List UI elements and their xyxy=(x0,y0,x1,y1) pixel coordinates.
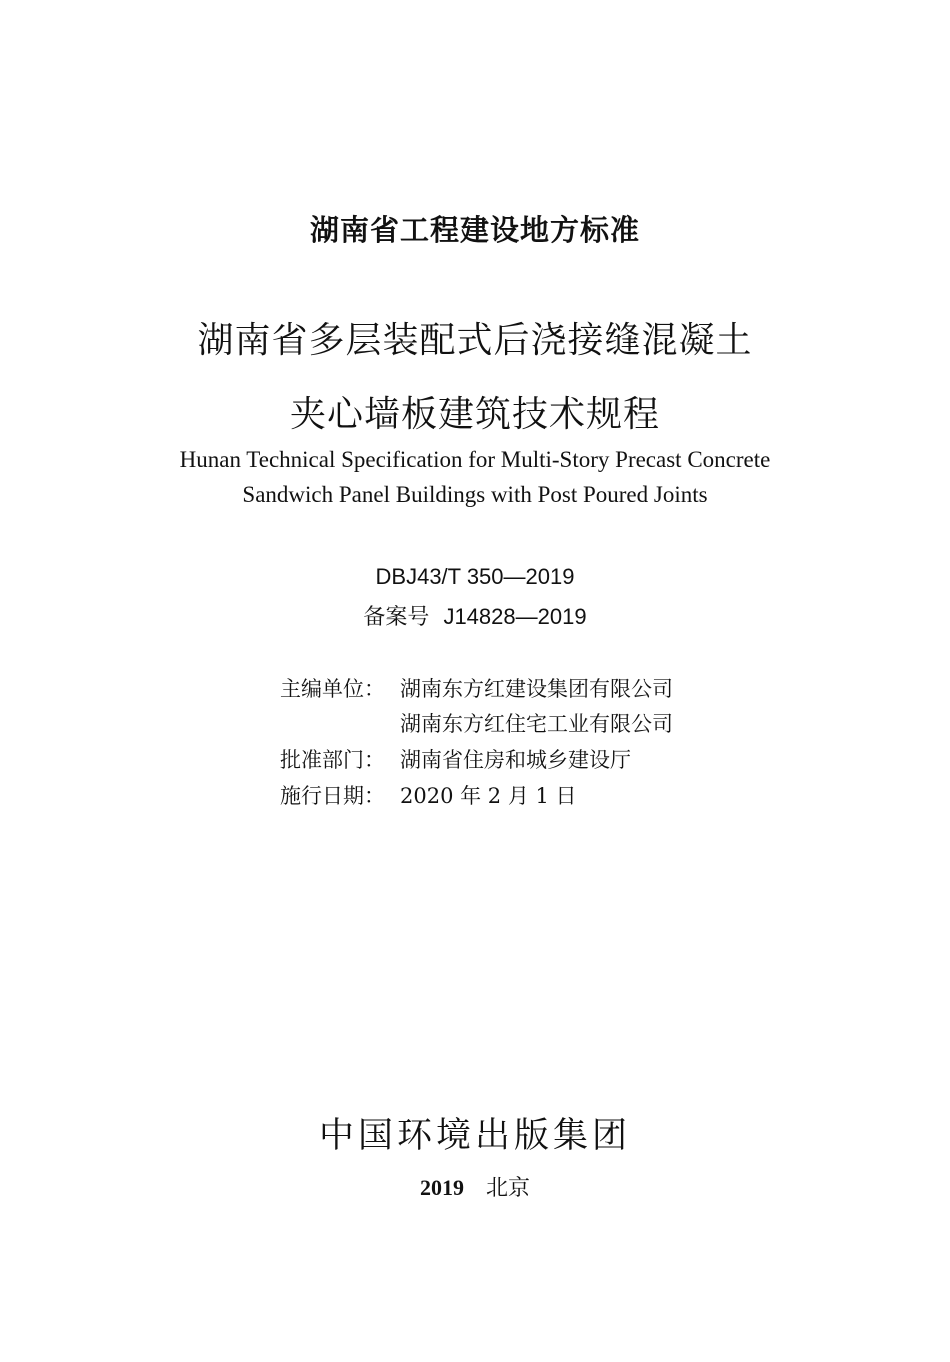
effective-date-row xyxy=(280,780,577,810)
main-title-line-2: 夹心墙板建筑技术规程 xyxy=(289,394,660,435)
english-title-line-2: Sandwich Panel Buildings with Post Poured Joints xyxy=(242,482,708,507)
editor-row-2 xyxy=(280,708,673,738)
main-title-line-1: 湖南省多层装配式后浇接缝混凝土 xyxy=(197,320,753,361)
editor-label: 主编单位： xyxy=(280,677,385,701)
approver-label: 批准部门： xyxy=(280,748,385,772)
publication-year: 2019 xyxy=(419,1175,464,1200)
publication-city: 北京 xyxy=(485,1176,530,1201)
record-label: 备案号 xyxy=(363,605,430,630)
editor-row-1 xyxy=(280,673,673,703)
record-number-line xyxy=(0,600,950,631)
publisher-name: 中国环境出版集团 xyxy=(318,1116,631,1156)
editor-value-1: 湖南东方红建设集团有限公司 xyxy=(400,677,673,701)
series-title: 湖南省工程建设地方标准 xyxy=(309,213,640,247)
standard-code: DBJ43/T 350—2019 xyxy=(375,564,575,589)
approver-value: 湖南省住房和城乡建设厅 xyxy=(400,748,631,772)
record-number: J14828—2019 xyxy=(443,604,587,629)
publication-line xyxy=(0,1171,950,1202)
effective-date-value: 2020 年 2 月 1 日 xyxy=(400,784,577,808)
effective-date-label: 施行日期： xyxy=(280,784,385,808)
approver-row xyxy=(280,744,631,774)
editor-value-2: 湖南东方红住宅工业有限公司 xyxy=(400,712,673,736)
english-title-line-1: Hunan Technical Specification for Multi-Story Precast Concrete xyxy=(179,447,771,472)
